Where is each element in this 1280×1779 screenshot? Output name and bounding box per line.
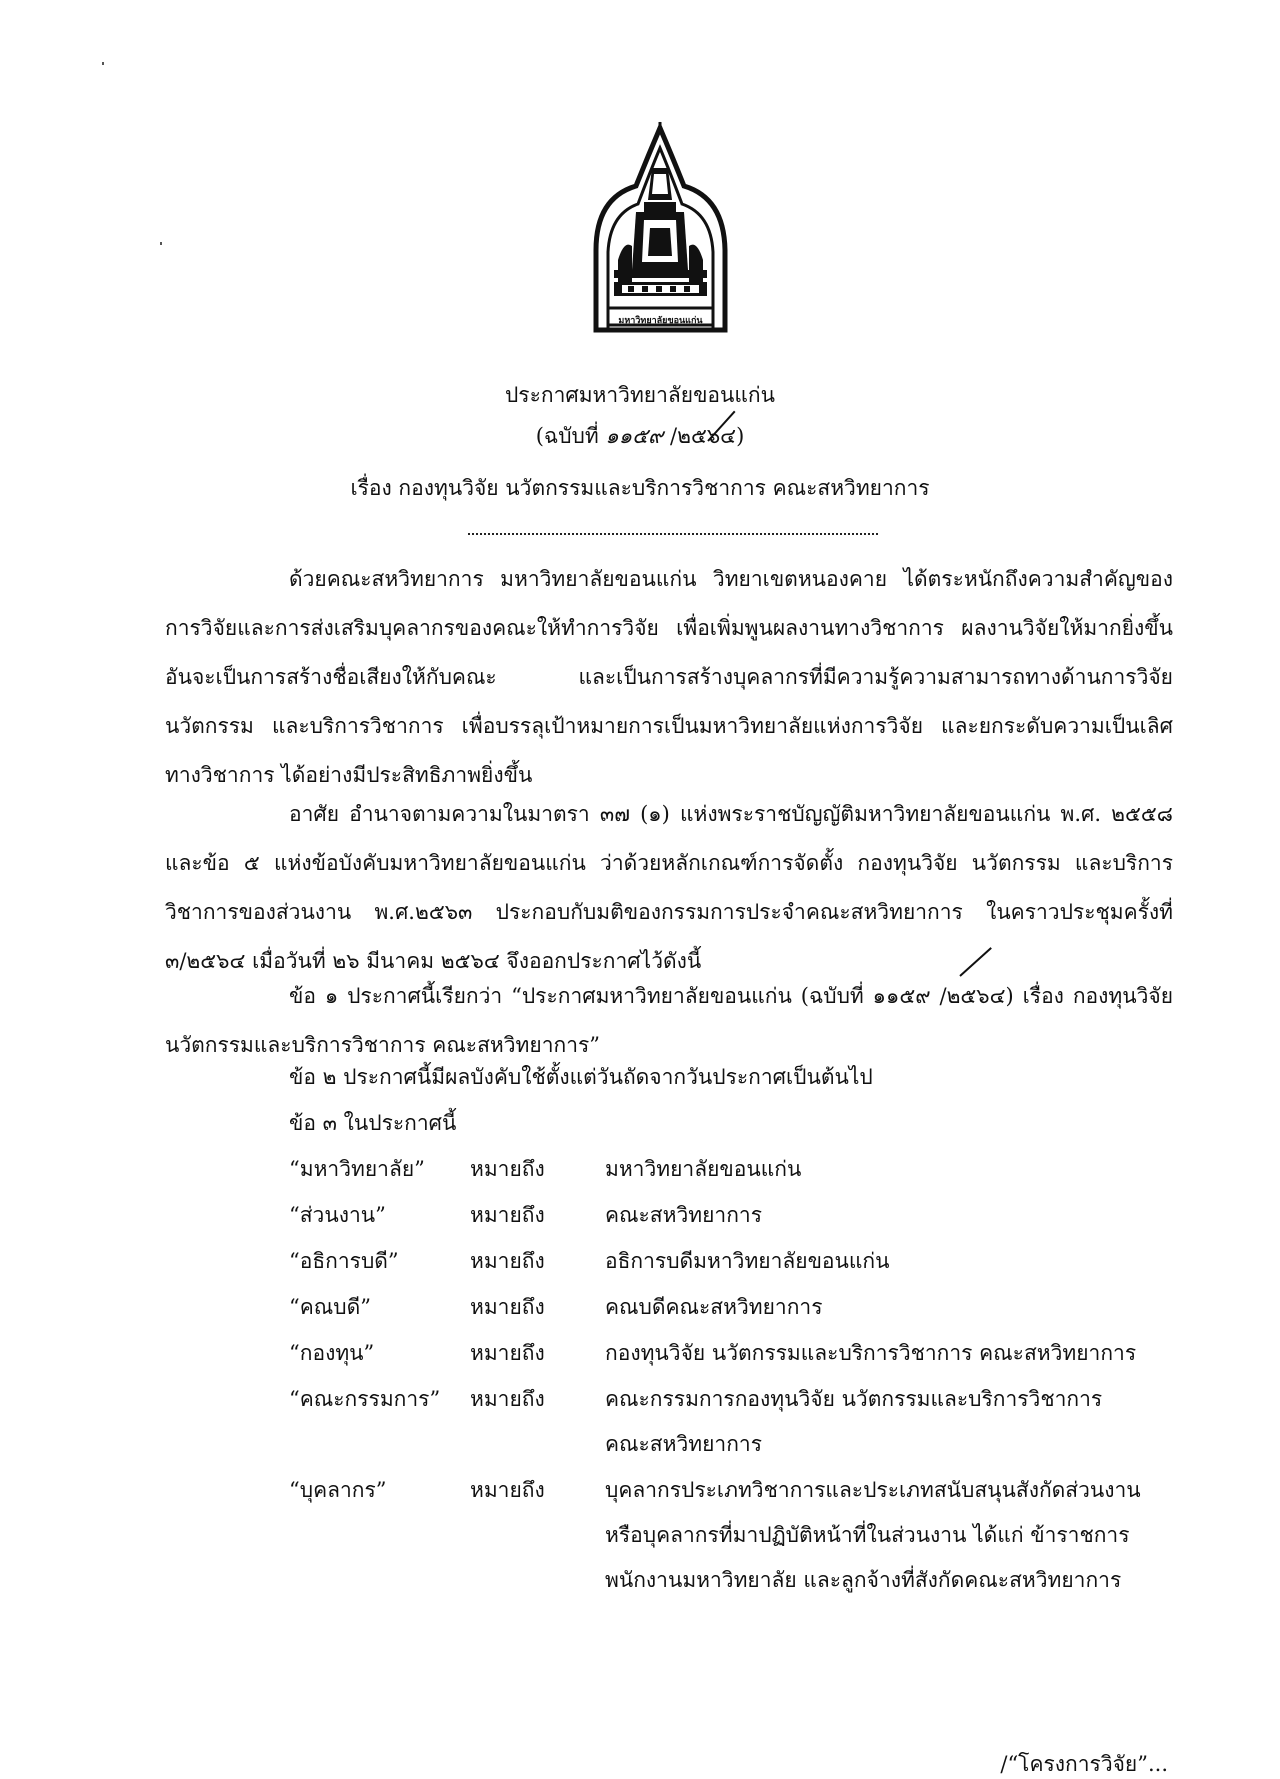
definition-text: คณะกรรมการกองทุนวิจัย นวัตกรรมและบริการวิชาการ คณะสหวิทยาการ	[605, 1387, 1103, 1456]
paragraph-authority	[165, 790, 1173, 986]
definition-text: บุคลากรประเภทวิชาการและประเภทสนับสนุนสังกัดส่วนงาน หรือบุคลากรที่มาปฏิบัติหน้าที่ในส่วนงาน ได้แก่ ข้าราชการ พนักงานมหาวิทยาลัย และลูกจ้างที่สังกัดคณะสหวิทยาการ	[605, 1478, 1141, 1592]
continuation-marker: /“โครงการวิจัย”...	[1000, 1752, 1168, 1776]
definition-means: หมายถึง	[470, 1203, 545, 1227]
paragraph-preamble-text: ด้วยคณะสหวิทยาการ มหาวิทยาลัยขอนแก่น วิทยาเขตหนองคาย ได้ตระหนักถึงความสำคัญของการวิจัยและการส่งเสริมบุคลากรของคณะให้ทำการวิจัย เพื่อเพิ่มพูนผลงานทางวิชาการ ผลงานวิจัยให้มากยิ่งขึ้น อันจะเป็นการสร้างชื่อเสียงให้กับคณะ และเป็นการสร้างบุคลากรที่มีความรู้ความสามารถทางด้านการวิจัย นวัตกรรม และบริการวิชาการ เพื่อบรรลุเป้าหมายการเป็นมหาวิทยาลัยแห่งการวิจัย และยกระดับความเป็นเลิศทางวิชาการ ได้อย่างมีประสิทธิภาพยิ่งขึ้น	[165, 567, 1173, 787]
clause-2: ข้อ ๒ ประกาศนี้มีผลบังคับใช้ตั้งแต่วันถัดจากวันประกาศเป็นต้นไป	[289, 1065, 873, 1089]
definition-means: หมายถึง	[470, 1387, 545, 1411]
definition-term: “กองทุน”	[289, 1341, 375, 1365]
scan-speck	[102, 62, 104, 65]
definition-term: “คณบดี”	[289, 1295, 371, 1319]
announcement-title: ประกาศมหาวิทยาลัยขอนแก่น	[504, 383, 776, 407]
issue-number: ๑๑๕๙	[605, 424, 664, 448]
clause-1	[165, 972, 1173, 1070]
definition-means: หมายถึง	[470, 1157, 545, 1181]
definition-term: “บุคลากร”	[289, 1478, 387, 1502]
definition-term: “คณะกรรมการ”	[289, 1387, 441, 1411]
paragraph-preamble	[165, 555, 1173, 800]
definition-text: คณบดีคณะสหวิทยาการ	[605, 1295, 823, 1319]
scan-speck	[160, 242, 162, 245]
university-emblem	[588, 120, 733, 338]
definition-text: มหาวิทยาลัยขอนแก่น	[605, 1157, 802, 1181]
definition-means: หมายถึง	[470, 1249, 545, 1273]
issue-prefix: (ฉบับที่	[535, 424, 606, 448]
definition-term: “ส่วนงาน”	[289, 1203, 386, 1227]
definition-means: หมายถึง	[470, 1295, 545, 1319]
issue-line	[0, 421, 1280, 451]
definition-term: “อธิการบดี”	[289, 1249, 399, 1273]
clause-3: ข้อ ๓ ในประกาศนี้	[289, 1111, 457, 1135]
paragraph-authority-text: อาศัย อำนาจตามความในมาตรา ๓๗ (๑) แห่งพระราชบัญญัติมหาวิทยาลัยขอนแก่น พ.ศ. ๒๕๕๘ และข้อ ๕ แห่งข้อบังคับมหาวิทยาลัยขอนแก่น ว่าด้วยหลักเกณฑ์การจัดตั้ง กองทุนวิจัย นวัตกรรม และบริการวิชาการของส่วนงาน พ.ศ.๒๕๖๓ ประกอบกับมติของกรรมการประจำคณะสหวิทยาการ ในคราวประชุมครั้งที่ ๓/๒๕๖๔ เมื่อวันที่ ๒๖ มีนาคม ๒๕๖๔ จึงออกประกาศไว้ดังนี้	[165, 802, 1173, 973]
emblem-caption: มหาวิทยาลัยขอนแก่น	[618, 316, 703, 326]
definition-text: กองทุนวิจัย นวัตกรรมและบริการวิชาการ คณะสหวิทยาการ	[605, 1341, 1137, 1365]
issue-suffix: /๒๕๖๔)	[663, 424, 745, 448]
definition-means: หมายถึง	[470, 1341, 545, 1365]
definition-means: หมายถึง	[470, 1478, 545, 1502]
clause-1-text: ข้อ ๑ ประกาศนี้เรียกว่า “ประกาศมหาวิทยาลัยขอนแก่น (ฉบับที่ ๑๑๕๙ /๒๕๖๔) เรื่อง กองทุนวิจัย นวัตกรรมและบริการวิชาการ คณะสหวิทยาการ”	[165, 984, 1173, 1057]
definition-text: อธิการบดีมหาวิทยาลัยขอนแก่น	[605, 1249, 890, 1273]
definition-term: “มหาวิทยาลัย”	[289, 1157, 425, 1181]
dotted-separator	[468, 523, 878, 535]
definition-text: คณะสหวิทยาการ	[605, 1203, 762, 1227]
subject-line: เรื่อง กองทุนวิจัย นวัตกรรมและบริการวิชาการ คณะสหวิทยาการ	[350, 476, 930, 500]
